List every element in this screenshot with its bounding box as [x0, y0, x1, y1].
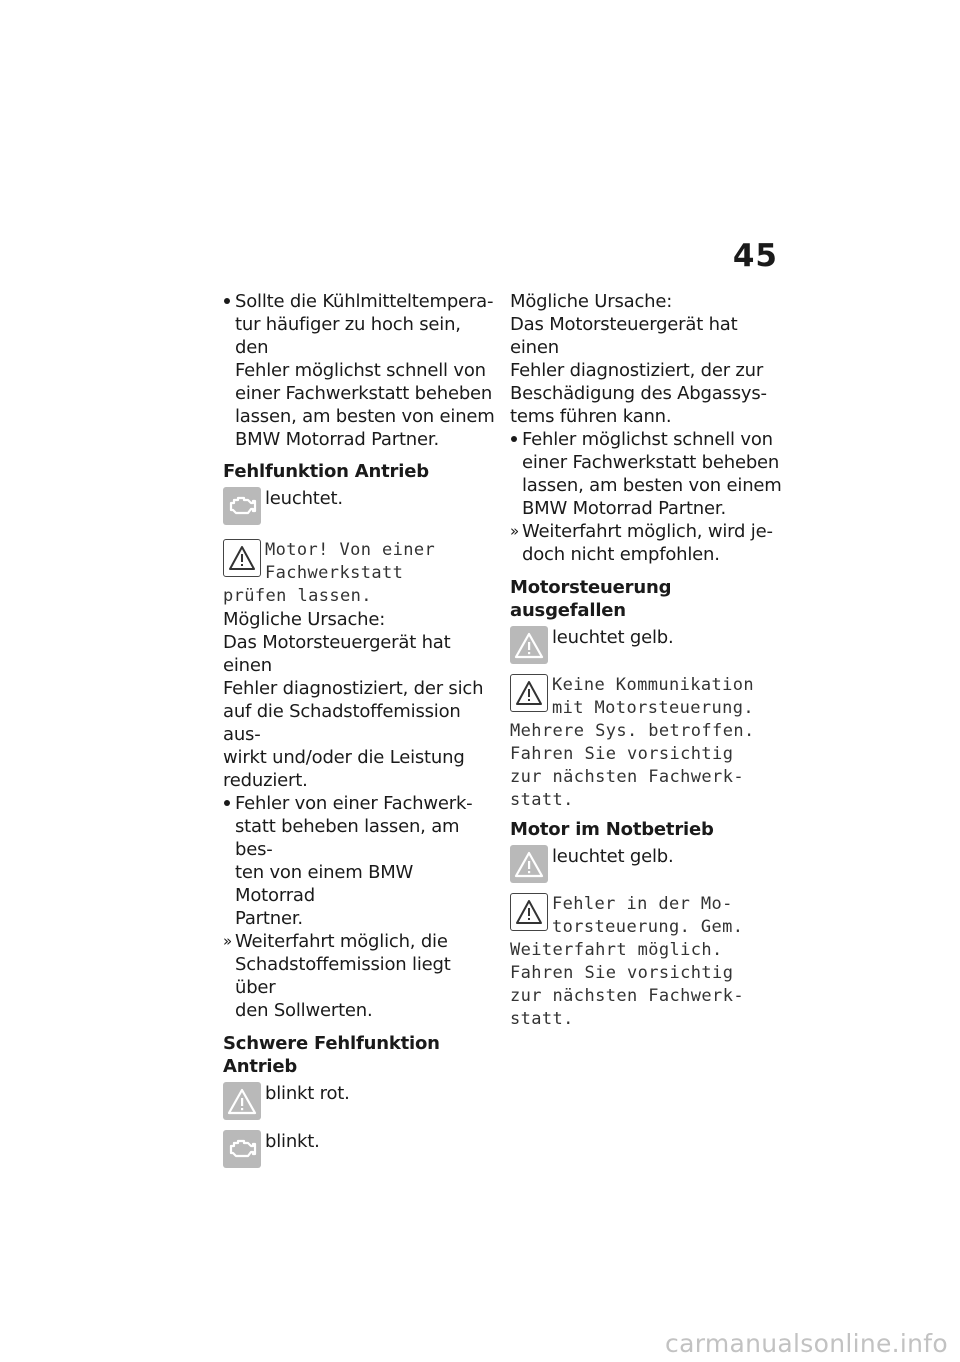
lamp-status-text: blinkt.	[265, 1131, 320, 1152]
engine-warning-icon	[223, 1130, 261, 1168]
lamp-row-warning	[510, 626, 782, 664]
display-message-line: torsteuerung. Gem.	[552, 917, 744, 937]
text-line: auf die Schadstoffemission aus-	[223, 701, 461, 745]
text-line: BMW Motorrad Partner.	[522, 498, 726, 519]
general-warning-icon	[510, 626, 548, 664]
heading-engine-emergency-mode: Motor im Notbetrieb	[510, 819, 714, 840]
lamp-status-text: blinkt rot.	[265, 1083, 350, 1104]
display-message-line: statt.	[510, 1009, 574, 1029]
lamp-row-engine-blink	[223, 1130, 495, 1168]
warning-triangle-icon	[510, 893, 548, 931]
text-line: Schadstoffemission liegt über	[235, 954, 451, 998]
result-continue-driving	[223, 930, 495, 1022]
heading-drive-malfunction: Fehlfunktion Antrieb	[223, 461, 429, 482]
lamp-row-warning	[510, 845, 782, 883]
text-line: Fehler von einer Fachwerk-	[235, 793, 473, 814]
bullet-coolant-temperature	[223, 290, 495, 451]
lamp-status-text: leuchtet.	[265, 488, 343, 509]
bullet-repair-workshop	[223, 792, 495, 930]
display-message-line: Keine Kommunikation	[552, 675, 755, 695]
display-message-line: zur nächsten Fachwerk-	[510, 986, 744, 1006]
display-message-row	[510, 893, 782, 939]
display-message-line: prüfen lassen.	[223, 586, 372, 606]
display-message-line: Fehler in der Mo-	[552, 894, 733, 914]
text-line: den Sollwerten.	[235, 1000, 373, 1021]
lamp-row-engine	[223, 487, 495, 525]
display-message-line: Weiterfahrt möglich.	[510, 940, 723, 960]
cause-description	[223, 631, 495, 792]
text-line: lassen, am besten von einem	[235, 406, 495, 427]
display-message-line: Fachwerkstatt	[265, 563, 404, 583]
text-line: statt beheben lassen, am bes-	[235, 816, 460, 860]
text-line: Fehler möglichst schnell von	[522, 429, 773, 450]
display-message-line: Mehrere Sys. betroffen.	[510, 721, 755, 741]
text-line: tur häufiger zu hoch sein, den	[235, 314, 461, 358]
text-line: Weiterfahrt möglich, wird je-	[522, 521, 773, 542]
general-warning-icon	[510, 845, 548, 883]
text-line: Beschädigung des Abgassys-	[510, 383, 767, 404]
cause-description	[510, 313, 782, 428]
display-message	[261, 539, 435, 585]
text-line: Das Motorsteuergerät hat einen	[223, 632, 451, 676]
display-message-line: Motor! Von einer	[265, 540, 436, 560]
result-arrow-icon: »	[510, 522, 519, 540]
result-arrow-icon: »	[223, 932, 232, 950]
engine-warning-icon	[223, 487, 261, 525]
text-line: einer Fachwerkstatt beheben	[235, 383, 493, 404]
cause-label: Mögliche Ursache:	[223, 609, 386, 630]
text-line: Sollte die Kühlmitteltempera-	[235, 291, 494, 312]
lamp-status-text: leuchtet gelb.	[552, 846, 674, 867]
text-line: lassen, am besten von einem	[522, 475, 782, 496]
lamp-status-text: leuchtet gelb.	[552, 627, 674, 648]
warning-triangle-icon	[223, 539, 261, 577]
text-line: doch nicht empfohlen.	[522, 544, 720, 565]
display-message-row	[510, 674, 782, 720]
display-message	[548, 893, 743, 939]
text-line: Fehler diagnostiziert, der sich	[223, 678, 484, 699]
display-message	[548, 674, 754, 720]
text-line: tems führen kann.	[510, 406, 672, 427]
text-line: Partner.	[235, 908, 303, 929]
text-line: Fehler möglichst schnell von	[235, 360, 486, 381]
right-column	[510, 290, 782, 1031]
text-line: Das Motorsteuergerät hat einen	[510, 314, 738, 358]
bullet-repair-workshop	[510, 428, 782, 520]
page-number: 45	[732, 238, 778, 274]
heading-engine-control-failed: Motorsteuerung ausgefallen	[510, 577, 672, 621]
text-line: BMW Motorrad Partner.	[235, 429, 439, 450]
left-column	[223, 290, 495, 1168]
display-message-line: mit Motorsteuerung.	[552, 698, 755, 718]
display-message-row	[223, 539, 495, 585]
cause-label: Mögliche Ursache:	[510, 291, 673, 312]
display-message-line: Fahren Sie vorsichtig	[510, 744, 734, 764]
text-line: wirkt und/oder die Leistung	[223, 747, 465, 768]
general-warning-icon	[223, 1082, 261, 1120]
warning-triangle-icon	[510, 674, 548, 712]
display-message-line: Fahren Sie vorsichtig	[510, 963, 734, 983]
text-line: einer Fachwerkstatt beheben	[522, 452, 780, 473]
heading-severe-drive-malfunction: Schwere Fehlfunktion Antrieb	[223, 1033, 440, 1077]
display-message-line: zur nächsten Fachwerk-	[510, 767, 744, 787]
text-line: Fehler diagnostiziert, der zur	[510, 360, 764, 381]
lamp-row-warning	[223, 1082, 495, 1120]
text-line: Weiterfahrt möglich, die	[235, 931, 448, 952]
watermark-link[interactable]: carmanualsonline.info	[665, 1329, 948, 1358]
text-line: reduziert.	[223, 770, 308, 791]
display-message-line: statt.	[510, 790, 574, 810]
result-continue-driving	[510, 520, 782, 566]
text-line: ten von einem BMW Motorrad	[235, 862, 414, 906]
